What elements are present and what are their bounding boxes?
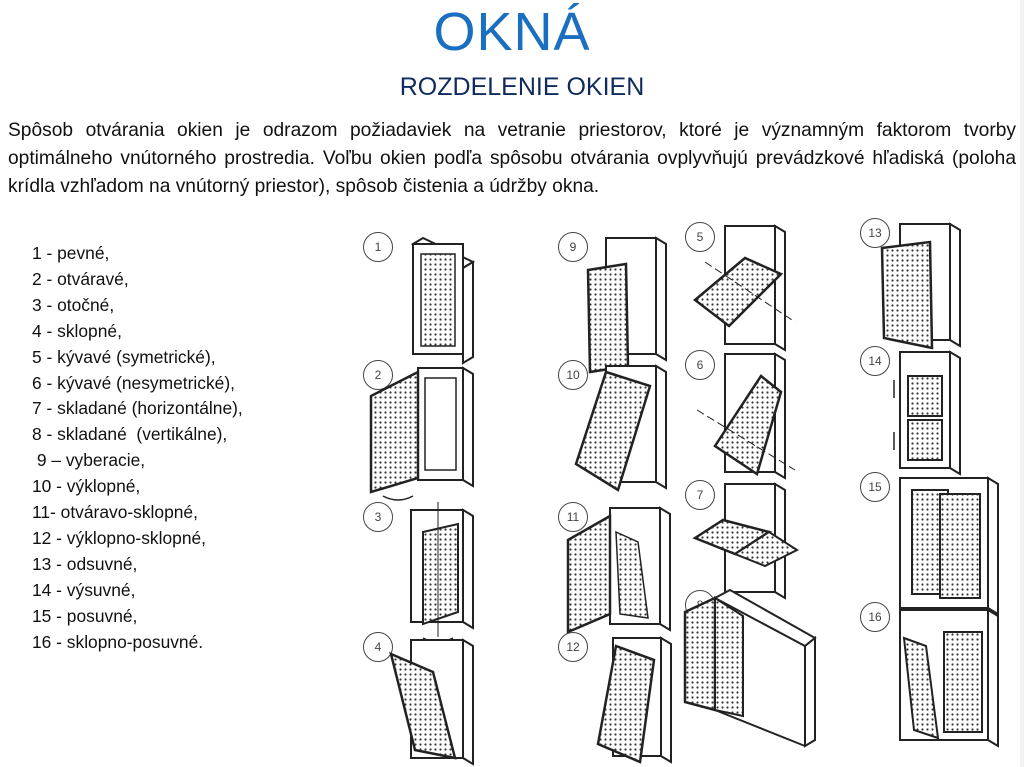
diagram-label: 13 [860,218,890,248]
diagram-label: 10 [558,360,588,390]
legend-item: 7 - skladané (horizontálne), [32,398,243,419]
diagram-label: 5 [685,222,715,252]
legend-item: 5 - kývavé (symetrické), [32,346,216,367]
diagram-label: 14 [860,346,890,376]
legend-item: 16 - sklopno-posuvné. [32,631,204,652]
diagram-label: 6 [685,350,715,380]
window-diagram-4 [363,632,523,762]
diagram-label: 4 [363,632,393,662]
window-diagram-6 [685,350,845,480]
diagram-label: 12 [558,632,588,662]
legend-item: 11- otváravo-sklopné, [32,502,198,523]
diagram-label: 1 [363,232,393,262]
diagram-label: 9 [558,232,588,262]
legend-item: 2 - otváravé, [32,268,129,289]
legend-item: 1 - pevné, [32,243,110,263]
diagram-label: 2 [363,360,393,390]
diagram-label: 3 [363,502,393,532]
window-diagram-16 [860,602,1020,732]
window-diagram-8 [685,590,845,720]
legend-item: 12 - výklopno-sklopné, [32,527,206,548]
window-opening-types-illustration [355,212,1020,767]
legend-item: 3 - otočné, [32,294,115,315]
diagram-label: 16 [860,602,890,632]
window-types-legend [32,241,243,656]
slide-subtitle: ROZDELENIE OKIEN [399,73,645,101]
legend-item: 8 - skladané (vertikálne), [32,424,228,445]
window-diagram-2 [363,360,523,490]
diagram-label: 15 [860,472,890,502]
legend-item: 13 - odsuvné, [32,553,138,574]
slide-edge [1020,0,1024,767]
window-diagram-3 [363,502,523,632]
window-diagram-1 [363,232,523,362]
window-diagram-5 [685,222,845,352]
diagram-label: 7 [685,480,715,510]
legend-item: 10 - výklopné, [32,476,141,497]
diagram-label: 11 [558,502,588,532]
intro-paragraph: Spôsob otvárania okien je odrazom požiadaviek na vetranie priestorov, ktoré je významným faktorom tvorby optimálneho vnútorného prostredia. Voľbu okien podľa spôsobu otvárania ovplyvňujú prevádzkové hľadiská (poloha krídla vzhľadom na vnútorný priestor), spôsob čistenia a údržby okna. [8,120,1016,197]
slide-title: OKNÁ [433,2,591,62]
window-diagram-15 [860,472,1020,602]
legend-item: 14 - výsuvné, [32,579,136,600]
legend-item: 4 - sklopné, [32,320,122,341]
window-diagram-14 [860,346,1020,476]
legend-item: 15 - posuvné, [32,605,138,626]
legend-item: 6 - kývavé (nesymetrické), [32,372,235,393]
legend-item: 9 – vyberacie, [32,450,146,471]
window-diagram-13 [860,218,1020,348]
